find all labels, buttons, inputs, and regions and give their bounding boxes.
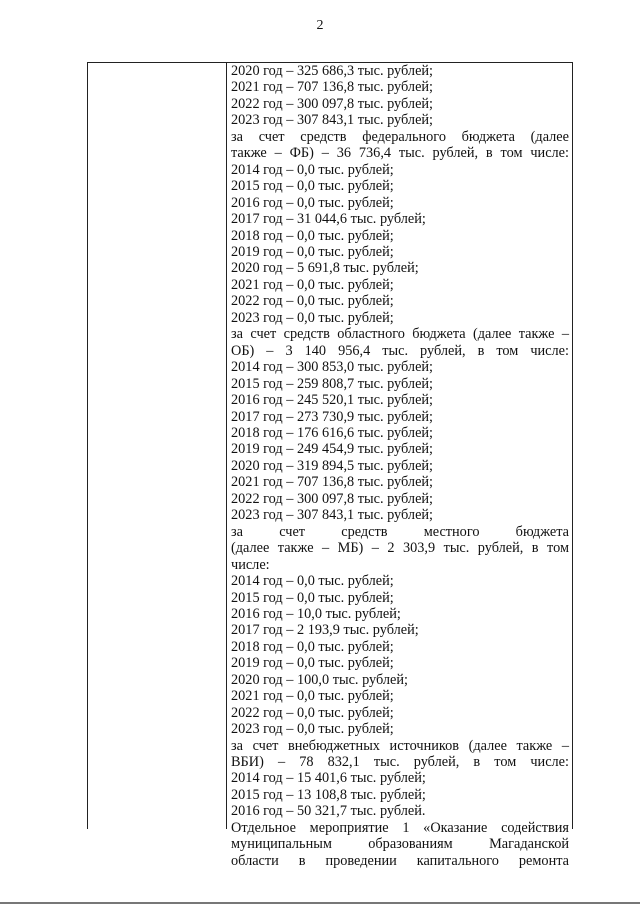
mb-year-line: 2018 год – 0,0 тыс. рублей; xyxy=(231,638,394,655)
mb-intro-line: за счет средств местного бюджета xyxy=(231,523,569,540)
mb-year-line: 2014 год – 0,0 тыс. рублей; xyxy=(231,573,394,590)
vbi-intro-line: за счет внебюджетных источников (далее также – xyxy=(231,737,569,754)
mb-intro-line: (далее также – МБ) – 2 303,9 тыс. рублей, в том xyxy=(231,540,569,557)
mb-year-line: 2021 год – 0,0 тыс. рублей; xyxy=(231,688,394,705)
vbi-intro-line: ВБИ) – 78 832,1 тыс. рублей, в том числе: xyxy=(231,754,569,771)
vbi-year-line: 2015 год – 13 108,8 тыс. рублей; xyxy=(231,786,426,803)
vbi-year-line: 2014 год – 15 401,6 тыс. рублей; xyxy=(231,770,426,787)
text-line: 2020 год – 325 686,3 тыс. рублей; xyxy=(231,63,434,79)
ob-year-line: 2021 год – 707 136,8 тыс. рублей; xyxy=(231,474,434,491)
mb-year-line: 2016 год – 10,0 тыс. рублей; xyxy=(231,605,401,622)
fb-year-line: 2022 год – 0,0 тыс. рублей; xyxy=(231,293,394,310)
text-line: 2022 год – 300 097,8 тыс. рублей; xyxy=(231,95,434,112)
ob-year-line: 2015 год – 259 808,7 тыс. рублей; xyxy=(231,375,434,392)
ob-year-line: 2023 год – 307 843,1 тыс. рублей; xyxy=(231,507,434,524)
fb-year-line: 2021 год – 0,0 тыс. рублей; xyxy=(231,276,394,293)
mb-year-line: 2015 год – 0,0 тыс. рублей; xyxy=(231,589,394,606)
column-divider xyxy=(226,62,227,829)
ob-year-line: 2018 год – 176 616,6 тыс. рублей; xyxy=(231,424,434,441)
fb-intro-line: также – ФБ) – 36 736,4 тыс. рублей, в том числе: xyxy=(231,145,569,162)
page-bottom-edge xyxy=(0,902,640,904)
mb-year-line: 2022 год – 0,0 тыс. рублей; xyxy=(231,704,394,721)
mb-intro-line: числе: xyxy=(231,556,270,573)
vbi-year-line: 2016 год – 50 321,7 тыс. рублей. xyxy=(231,803,426,820)
ob-intro-line: ОБ) – 3 140 956,4 тыс. рублей, в том числе: xyxy=(231,342,569,359)
fb-year-line: 2017 год – 31 044,6 тыс. рублей; xyxy=(231,211,426,228)
measure-para-line: области в проведении капитального ремонта xyxy=(231,852,569,869)
ob-year-line: 2017 год – 273 730,9 тыс. рублей; xyxy=(231,408,434,425)
mb-year-line: 2020 год – 100,0 тыс. рублей; xyxy=(231,671,409,688)
fb-year-line: 2018 год – 0,0 тыс. рублей; xyxy=(231,227,394,244)
ob-year-line: 2022 год – 300 097,8 тыс. рублей; xyxy=(231,490,434,507)
mb-year-line: 2017 год – 2 193,9 тыс. рублей; xyxy=(231,622,419,639)
measure-para-line: муниципальным образованиям Магаданской xyxy=(231,836,569,853)
text-line: 2023 год – 307 843,1 тыс. рублей; xyxy=(231,112,434,129)
fb-intro-line: за счет средств федерального бюджета (далее xyxy=(231,128,569,145)
fb-year-line: 2014 год – 0,0 тыс. рублей; xyxy=(231,161,394,178)
ob-year-line: 2016 год – 245 520,1 тыс. рублей; xyxy=(231,392,434,409)
fb-year-line: 2023 год – 0,0 тыс. рублей; xyxy=(231,309,394,326)
mb-year-line: 2023 год – 0,0 тыс. рублей; xyxy=(231,721,394,738)
ob-year-line: 2014 год – 300 853,0 тыс. рублей; xyxy=(231,359,434,376)
ob-intro-line: за счет средств областного бюджета (далее также – xyxy=(231,326,569,343)
measure-para-line: Отдельное мероприятие 1 «Оказание содействия xyxy=(231,819,569,836)
fb-year-line: 2016 год – 0,0 тыс. рублей; xyxy=(231,194,394,211)
mb-year-line: 2019 год – 0,0 тыс. рублей; xyxy=(231,655,394,672)
text-line: 2021 год – 707 136,8 тыс. рублей; xyxy=(231,79,434,96)
page-number: 2 xyxy=(316,18,324,33)
funding-text-column xyxy=(231,63,569,869)
ob-year-line: 2020 год – 319 894,5 тыс. рублей; xyxy=(231,457,434,474)
fb-year-line: 2015 год – 0,0 тыс. рублей; xyxy=(231,178,394,195)
fb-year-line: 2019 год – 0,0 тыс. рублей; xyxy=(231,243,394,260)
fb-year-line: 2020 год – 5 691,8 тыс. рублей; xyxy=(231,260,419,277)
ob-year-line: 2019 год – 249 454,9 тыс. рублей; xyxy=(231,441,434,458)
